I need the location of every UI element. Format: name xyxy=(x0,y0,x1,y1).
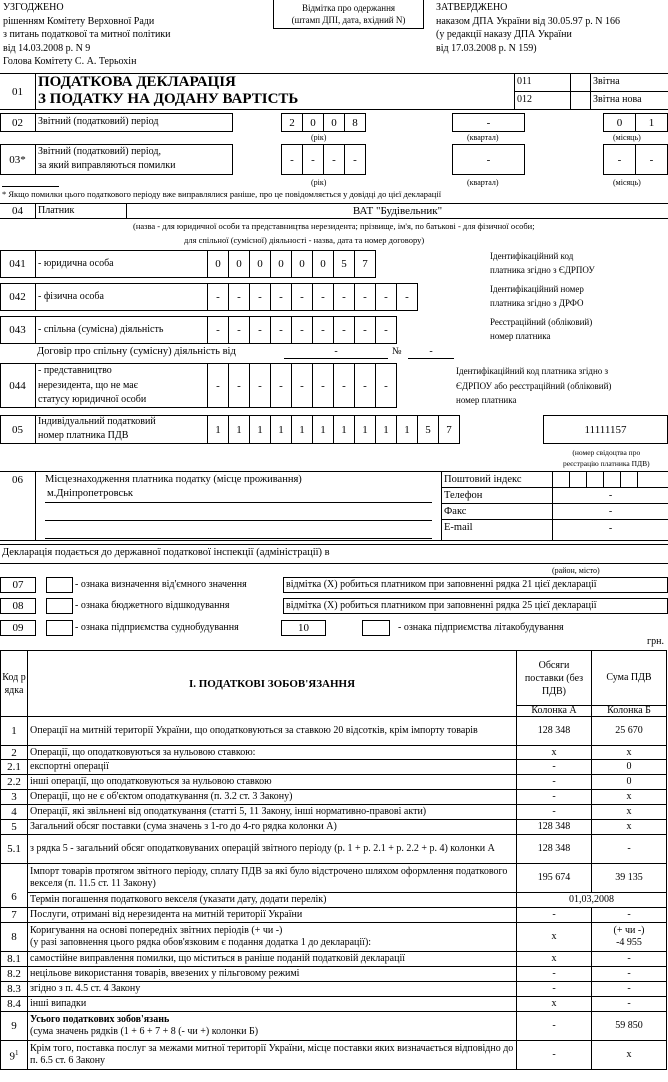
header-column-a: Обсяги поставки (без ПДВ) xyxy=(517,651,592,706)
period-label: Звітний (податковий) період xyxy=(38,116,159,127)
vat-certificate-field[interactable]: 11111157 xyxy=(543,415,668,444)
drfo-digit[interactable]: - xyxy=(249,283,271,311)
period-year-digit[interactable]: 2 xyxy=(281,113,303,132)
correction-period-label-line: Звітний (податковий) період, xyxy=(38,146,161,157)
row-value-a[interactable]: x xyxy=(517,746,592,760)
label-line: статусу юридичної особи xyxy=(38,394,147,405)
payer-label: Платник xyxy=(38,205,75,216)
nonresident-digit[interactable]: - xyxy=(270,363,292,408)
row-text: згідно з п. 4.5 ст. 4 Закону xyxy=(28,982,517,997)
year-caption: (рік) xyxy=(311,178,327,187)
row-text: Операції на митній території України, що оподатковуються за ставкою 20 відсотків, крім імпорту товарів xyxy=(28,717,517,746)
approval-right-line: ЗАТВЕРДЖЕНО xyxy=(436,2,508,13)
footnote: * Якщо помилки цього податкового періоду вже виправлялися раніше, про це повідомляється у довідці до цієї декларації xyxy=(2,189,442,199)
correction-year-digit[interactable]: - xyxy=(344,144,366,175)
table-row xyxy=(1,805,667,820)
table-header-row xyxy=(1,651,667,706)
drfo-digit[interactable]: - xyxy=(312,283,334,311)
legal-entity-code: 041 xyxy=(9,258,26,270)
row-text: Послуги, отримані від нерезидента на митній території України xyxy=(28,908,517,923)
approval-right-line: від 17.03.2008 р. N 159) xyxy=(436,42,537,54)
row-value-b[interactable]: - xyxy=(592,835,667,864)
tax-liabilities-table xyxy=(0,650,667,1070)
row-value-b[interactable]: - xyxy=(592,967,667,982)
bill-maturity-date[interactable]: 01,03,2008 xyxy=(517,893,667,908)
payer-name-field[interactable]: ВАТ "Будівельник" xyxy=(352,205,443,217)
payer-hint: (назва - для юридичної особи та представництва нерезидента; прізвище, ім'я, по батькові - для фізичної особи; xyxy=(133,221,535,231)
joint-digit[interactable]: - xyxy=(228,316,250,344)
phone-label: Телефон xyxy=(444,490,483,501)
postal-code-label: Поштовий індекс xyxy=(444,474,522,485)
row-value-b-cell[interactable] xyxy=(592,923,667,952)
postal-digit[interactable] xyxy=(620,471,638,488)
row-text: з рядка 5 - загальний обсяг оподатковуваних операцій звітного періоду (р. 1 + р. 2.1 + р. 2.2 + р. 4) колонки А xyxy=(28,835,517,864)
period-month-digit[interactable]: 0 xyxy=(603,113,636,132)
vat-digit[interactable]: 1 xyxy=(270,415,292,444)
approval-right-line: (у редакції наказу ДПА України xyxy=(436,29,572,40)
period-year-digit[interactable]: 0 xyxy=(323,113,345,132)
row-text-note: (у разі заповнення цього рядка обов'язковим є подання додатка 1 до декларації): xyxy=(30,937,372,948)
inspection-field[interactable] xyxy=(340,545,660,563)
row-text: Коригування на основі попередніх звітних періодів (+ чи -) xyxy=(30,925,283,936)
edrpou-digit[interactable]: 0 xyxy=(249,250,271,278)
joint-digit[interactable]: - xyxy=(375,316,397,344)
period-year-digit[interactable]: 0 xyxy=(302,113,324,132)
row-text-note: (сума значень рядків (1 + 6 + 7 + 8 (- чи +) колонки Б) xyxy=(30,1026,259,1037)
table-row xyxy=(1,982,667,997)
vat-digit[interactable]: 7 xyxy=(438,415,460,444)
correction-month-digit[interactable]: - xyxy=(635,144,668,175)
payer-hint: для спільної (сумісної) діяльності - назва, дата та номер договору) xyxy=(184,235,425,245)
nonresident-digit[interactable]: - xyxy=(375,363,397,408)
flag-10-label: - ознака підприємства літакобудування xyxy=(398,622,564,633)
title-line-1: ПОДАТКОВА ДЕКЛАРАЦІЯ xyxy=(38,74,236,90)
note-line: Ідентифікаційний номер xyxy=(490,284,584,294)
flag-08-label: - ознака бюджетного відшкодування xyxy=(75,600,230,611)
row-text: Імпорт товарів протягом звітного періоду, сплату ПДВ за які було відстрочено шляхом оформлення податкового векселя (п. 11.5 ст. 11 Закону) xyxy=(28,864,517,893)
row-value-a[interactable]: - xyxy=(517,805,592,820)
table-row xyxy=(1,908,667,923)
drfo-digit[interactable]: - xyxy=(333,283,355,311)
correction-period-label xyxy=(38,145,175,173)
nonresident-label xyxy=(38,364,146,408)
correction-year-digit[interactable]: - xyxy=(302,144,324,175)
address-field[interactable]: м.Дніпропетровськ xyxy=(47,488,134,499)
label-line: Індивідуальний податковий xyxy=(38,416,156,427)
caption-line: (номер свідоцтва про xyxy=(572,448,641,457)
row-text-cell xyxy=(28,923,517,952)
row-code: 9 xyxy=(9,1050,15,1063)
correction-period-code: 03* xyxy=(9,153,26,166)
payer-code: 04 xyxy=(12,205,23,217)
row-code: 4 xyxy=(1,805,28,820)
approval-left-line: УЗГОДЖЕНО xyxy=(3,2,64,13)
drfo-digit[interactable]: - xyxy=(354,283,376,311)
postal-digit[interactable] xyxy=(552,471,570,488)
joint-digit[interactable]: - xyxy=(270,316,292,344)
row-code: 5 xyxy=(1,820,28,835)
header-row-code: Код рядка xyxy=(1,651,28,717)
joint-digit[interactable]: - xyxy=(333,316,355,344)
report-type-code: 011 xyxy=(517,76,532,87)
approval-left-line: Голова Комітету С. А. Терьохін xyxy=(3,56,137,67)
table-row xyxy=(1,775,667,790)
drfo-digit[interactable]: - xyxy=(228,283,250,311)
row-value-a[interactable]: x xyxy=(517,923,592,952)
row-text: Усього податкових зобов'язань xyxy=(30,1014,170,1025)
header-column-b-sub: Колонка Б xyxy=(592,706,667,717)
table-row-total xyxy=(1,1012,667,1041)
postal-digit[interactable] xyxy=(569,471,587,488)
row-value-b[interactable]: 25 670 xyxy=(592,717,667,746)
row-value-a[interactable]: - xyxy=(517,967,592,982)
row-value-b[interactable]: 39 135 xyxy=(592,864,667,893)
period-month-digit[interactable]: 1 xyxy=(635,113,668,132)
row-text: інші випадки xyxy=(28,997,517,1012)
row-value-a[interactable]: - xyxy=(517,775,592,790)
email-field[interactable]: - xyxy=(608,523,613,534)
table-row xyxy=(1,1041,667,1070)
vat-digit[interactable]: 5 xyxy=(417,415,439,444)
label-line: нерезидента, що не має xyxy=(38,379,138,391)
row-text: Операції, що не є об'єктом оподаткування (п. 3.2 ст. 3 Закону) xyxy=(28,790,517,805)
row-code-cell xyxy=(1,1041,28,1070)
approval-right-line: наказом ДПА України від 30.05.97 р. N 166 xyxy=(436,15,621,27)
joint-digit[interactable]: - xyxy=(291,316,313,344)
row-value-a[interactable]: 195 674 xyxy=(517,864,592,893)
title-code: 01 xyxy=(12,85,23,98)
row-code: 8 xyxy=(1,923,28,952)
row-value-a[interactable]: x xyxy=(517,952,592,967)
row-code: 8.3 xyxy=(1,982,28,997)
row-code: 2 xyxy=(1,746,28,760)
note-line: номер платника xyxy=(490,331,551,341)
stamp-line: (штамп ДПІ, дата, вхідний N) xyxy=(291,15,406,25)
note-line: номер платника xyxy=(456,395,517,405)
row-value-a[interactable]: 128 348 xyxy=(517,835,592,864)
nonresident-digit[interactable]: - xyxy=(312,363,334,408)
row-code: 2.2 xyxy=(1,775,28,790)
contract-number-label: № xyxy=(392,346,402,357)
contract-label: Договір про спільну (сумісну) діяльність від xyxy=(37,346,236,357)
report-type-label: Звітна xyxy=(593,76,620,87)
row-text: інші операції, що оподатковуються за нульовою ставкою xyxy=(28,775,517,790)
period-quarter[interactable]: - xyxy=(452,113,525,132)
individual-label: - фізична особа xyxy=(38,291,104,302)
flag-09-label: - ознака підприємства суднобудування xyxy=(75,622,239,633)
row-code: 8.4 xyxy=(1,997,28,1012)
vat-number-label xyxy=(38,415,156,443)
row-text: експортні операції xyxy=(28,760,517,775)
row-value-b[interactable]: x xyxy=(592,746,667,760)
joint-digit[interactable]: - xyxy=(354,316,376,344)
row-text-cell xyxy=(28,1012,517,1041)
table-row xyxy=(1,760,667,775)
note-line: Реєстраційний (обліковий) xyxy=(490,317,593,327)
vat-digit[interactable]: 1 xyxy=(291,415,313,444)
row-value-b[interactable]: - xyxy=(592,908,667,923)
joint-digit[interactable]: - xyxy=(249,316,271,344)
stamp-line: Відмітка про одержання xyxy=(301,3,396,13)
note-line: платника згідно з ЄДРПОУ xyxy=(490,265,595,275)
row-value-b[interactable]: x xyxy=(592,820,667,835)
joint-digit[interactable]: - xyxy=(207,316,229,344)
flag-07-note: відмітка (Х) робиться платником при заповненні рядка 21 цієї декларації xyxy=(283,577,668,593)
note-line: ЄДРПОУ або реєстраційний (обліковий) xyxy=(456,380,612,391)
drfo-digit[interactable]: - xyxy=(375,283,397,311)
row-text: самостійне виправлення помилки, що міститься в раніше поданій податковій декларації xyxy=(28,952,517,967)
vat-certificate-caption xyxy=(563,447,650,469)
title-line-2: З ПОДАТКУ НА ДОДАНУ ВАРТІСТЬ xyxy=(38,91,299,107)
row-value-a[interactable]: - xyxy=(517,982,592,997)
approval-left-line: від 14.03.2008 р. N 9 xyxy=(3,42,91,54)
receipt-stamp-box xyxy=(273,0,424,29)
row-code: 7 xyxy=(1,908,28,923)
flag-10-code: 10 xyxy=(281,620,326,636)
nonresident-digit[interactable]: - xyxy=(207,363,229,408)
contract-number-field[interactable]: - xyxy=(408,346,454,359)
nonresident-digit[interactable]: - xyxy=(354,363,376,408)
individual-note xyxy=(490,282,584,310)
table-row xyxy=(1,864,667,893)
postal-digit[interactable] xyxy=(603,471,621,488)
row-value-b[interactable]: - xyxy=(592,952,667,967)
period-year-digit[interactable]: 8 xyxy=(344,113,366,132)
row-value-b[interactable]: - xyxy=(592,997,667,1012)
row-value-a[interactable]: 128 348 xyxy=(517,717,592,746)
row-text: Операції, які звільнені від оподаткування (статті 5, 11 Закону, інші нормативно-правові акти) xyxy=(28,805,517,820)
table-row xyxy=(1,835,667,864)
vat-digit[interactable]: 1 xyxy=(249,415,271,444)
quarter-caption: (квартал) xyxy=(467,133,499,142)
flag-09-code: 09 xyxy=(0,620,36,636)
edrpou-digit[interactable]: 0 xyxy=(291,250,313,278)
location-code: 06 xyxy=(12,474,23,486)
nonresident-digit[interactable]: - xyxy=(249,363,271,408)
row-value-a[interactable]: - xyxy=(517,760,592,775)
note-line: Ідентифікаційний код платника згідно з xyxy=(456,366,609,376)
vat-digit[interactable]: 1 xyxy=(333,415,355,444)
flag-08-note: відмітка (Х) робиться платником при заповненні рядка 25 цієї декларації xyxy=(283,598,668,614)
report-type-checkbox[interactable] xyxy=(571,74,590,91)
approval-left-line: з питань податкової та митної політики xyxy=(3,29,171,40)
table-row xyxy=(1,717,667,746)
correction-year-digit[interactable]: - xyxy=(323,144,345,175)
flag-09-checkbox[interactable] xyxy=(46,620,73,636)
flag-07-code: 07 xyxy=(0,577,36,593)
edrpou-digit[interactable]: 0 xyxy=(312,250,334,278)
year-caption: (рік) xyxy=(311,133,327,142)
phone-field[interactable]: - xyxy=(608,490,613,501)
month-caption: (місяць) xyxy=(613,133,641,142)
row-value-b[interactable]: 59 850 xyxy=(592,1012,667,1041)
vat-digit[interactable]: 1 xyxy=(207,415,229,444)
report-type-checkbox[interactable] xyxy=(571,92,590,109)
approval-block-left xyxy=(3,1,171,69)
row-code-sup: 1 xyxy=(15,1049,19,1058)
approval-left-line: рішенням Комітету Верховної Ради xyxy=(3,15,155,27)
email-label: E-mail xyxy=(444,522,473,533)
edrpou-digit[interactable]: 5 xyxy=(333,250,355,278)
vat-digit[interactable]: 1 xyxy=(375,415,397,444)
flag-08-checkbox[interactable] xyxy=(46,598,73,614)
row-value-b[interactable]: 0 xyxy=(592,760,667,775)
row-code: 8.2 xyxy=(1,967,28,982)
nonresident-code: 044 xyxy=(9,379,26,392)
inspection-label: Декларація подається до державної податкової інспекції (адміністрації) в xyxy=(2,547,330,558)
row-value-a[interactable]: 128 348 xyxy=(517,820,592,835)
row-text: Загальний обсяг поставки (сума значень з 1-го до 4-го рядка колонки А) xyxy=(28,820,517,835)
vat-digit[interactable]: 1 xyxy=(396,415,418,444)
vat-number-code: 05 xyxy=(12,423,23,436)
row-value-a[interactable]: x xyxy=(517,997,592,1012)
row-value-b[interactable]: -4 955 xyxy=(616,937,642,948)
table-row xyxy=(1,893,667,908)
row-code: 5.1 xyxy=(1,835,28,864)
joint-activity-code: 043 xyxy=(9,324,26,336)
edrpou-digit[interactable]: 7 xyxy=(354,250,376,278)
nonresident-digit[interactable]: - xyxy=(333,363,355,408)
legal-entity-note xyxy=(490,249,595,277)
footnote-separator xyxy=(2,186,59,187)
row-text: Термін погашення податкового векселя (указати дату, додати перелік) xyxy=(28,893,517,908)
note-line: платника згідно з ДРФО xyxy=(490,298,584,308)
inspection-caption: (район, місто) xyxy=(552,566,600,575)
table-row xyxy=(1,820,667,835)
header-column-b: Сума ПДВ xyxy=(592,651,667,706)
flag-07-label: - ознака визначення від'ємного значення xyxy=(75,579,247,590)
row-value-a[interactable]: - xyxy=(517,1041,592,1070)
row-code: 8.1 xyxy=(1,952,28,967)
nonresident-digit[interactable]: - xyxy=(291,363,313,408)
table-row xyxy=(1,923,667,952)
table-row xyxy=(1,967,667,982)
row-code: 6 xyxy=(1,864,28,908)
individual-code: 042 xyxy=(9,291,26,303)
row-value-b[interactable]: - xyxy=(592,982,667,997)
location-label: Місцезнаходження платника податку (місце проживання) xyxy=(45,474,302,485)
row-code: 2.1 xyxy=(1,760,28,775)
nonresident-note xyxy=(456,364,611,408)
flag-07-checkbox[interactable] xyxy=(46,577,73,593)
flag-10-checkbox[interactable] xyxy=(362,620,390,636)
vat-digit[interactable]: 1 xyxy=(312,415,334,444)
edrpou-digit[interactable]: 0 xyxy=(207,250,229,278)
note-line: Ідентифікаційний код xyxy=(490,251,574,261)
fax-field[interactable]: - xyxy=(608,506,613,517)
nonresident-digit[interactable]: - xyxy=(228,363,250,408)
header-column-a-sub: Колонка А xyxy=(517,706,592,717)
drfo-digit[interactable]: - xyxy=(207,283,229,311)
row-value-a[interactable]: - xyxy=(517,1012,592,1041)
period-code: 02 xyxy=(12,116,23,129)
row-text: Операції, що оподатковуються за нульовою ставкою: xyxy=(28,746,517,760)
joint-digit[interactable]: - xyxy=(312,316,334,344)
row-value-b[interactable]: 0 xyxy=(592,775,667,790)
row-value-b[interactable]: x xyxy=(592,1041,667,1070)
table-row xyxy=(1,746,667,760)
row-value-b[interactable]: x xyxy=(592,805,667,820)
joint-activity-label: - спільна (сумісна) діяльність xyxy=(38,324,164,335)
vat-digit[interactable]: 1 xyxy=(228,415,250,444)
correction-quarter[interactable]: - xyxy=(452,144,525,175)
edrpou-digit[interactable]: 0 xyxy=(228,250,250,278)
row-value-a[interactable]: - xyxy=(517,908,592,923)
row-value-b[interactable]: x xyxy=(592,790,667,805)
row-text: Крім того, поставка послуг за межами митної території України, місце поставки яких визначається відповідно до п. 6.5 ст. 6 Закону xyxy=(28,1041,517,1070)
month-caption: (місяць) xyxy=(613,178,641,187)
caption-line: реєстрацію платника ПДВ) xyxy=(563,459,650,468)
drfo-digit[interactable]: - xyxy=(291,283,313,311)
drfo-digit[interactable]: - xyxy=(396,283,418,311)
report-type-label: Звітна нова xyxy=(593,94,642,105)
report-type-code: 012 xyxy=(517,94,532,105)
sign-hint: (+ чи -) xyxy=(613,925,645,936)
joint-activity-note xyxy=(490,315,592,343)
row-value-a[interactable]: - xyxy=(517,790,592,805)
correction-year-digit[interactable]: - xyxy=(281,144,303,175)
table-row xyxy=(1,790,667,805)
row-text: нецільове використання товарів, ввезених у пільговому режимі xyxy=(28,967,517,982)
label-line: номер платника ПДВ xyxy=(38,430,129,441)
correction-month-digit[interactable]: - xyxy=(603,144,636,175)
legal-entity-label: - юридична особа xyxy=(38,258,114,269)
approval-block-right xyxy=(436,1,620,55)
label-line: - представництво xyxy=(38,365,112,376)
table-row xyxy=(1,997,667,1012)
row-code: 9 xyxy=(1,1012,28,1041)
fax-label: Факс xyxy=(444,506,467,517)
table-row xyxy=(1,952,667,967)
currency-label: грн. xyxy=(647,636,664,647)
postal-digit[interactable] xyxy=(586,471,604,488)
header-section-title: I. ПОДАТКОВІ ЗОБОВ'ЯЗАННЯ xyxy=(28,651,517,717)
flag-08-code: 08 xyxy=(0,598,36,614)
row-code: 3 xyxy=(1,790,28,805)
contract-date-field[interactable]: - xyxy=(284,346,388,359)
row-code: 1 xyxy=(1,717,28,746)
edrpou-digit[interactable]: 0 xyxy=(270,250,292,278)
correction-period-label-line: за який виправляються помилки xyxy=(38,160,176,171)
drfo-digit[interactable]: - xyxy=(270,283,292,311)
quarter-caption: (квартал) xyxy=(467,178,499,187)
vat-digit[interactable]: 1 xyxy=(354,415,376,444)
